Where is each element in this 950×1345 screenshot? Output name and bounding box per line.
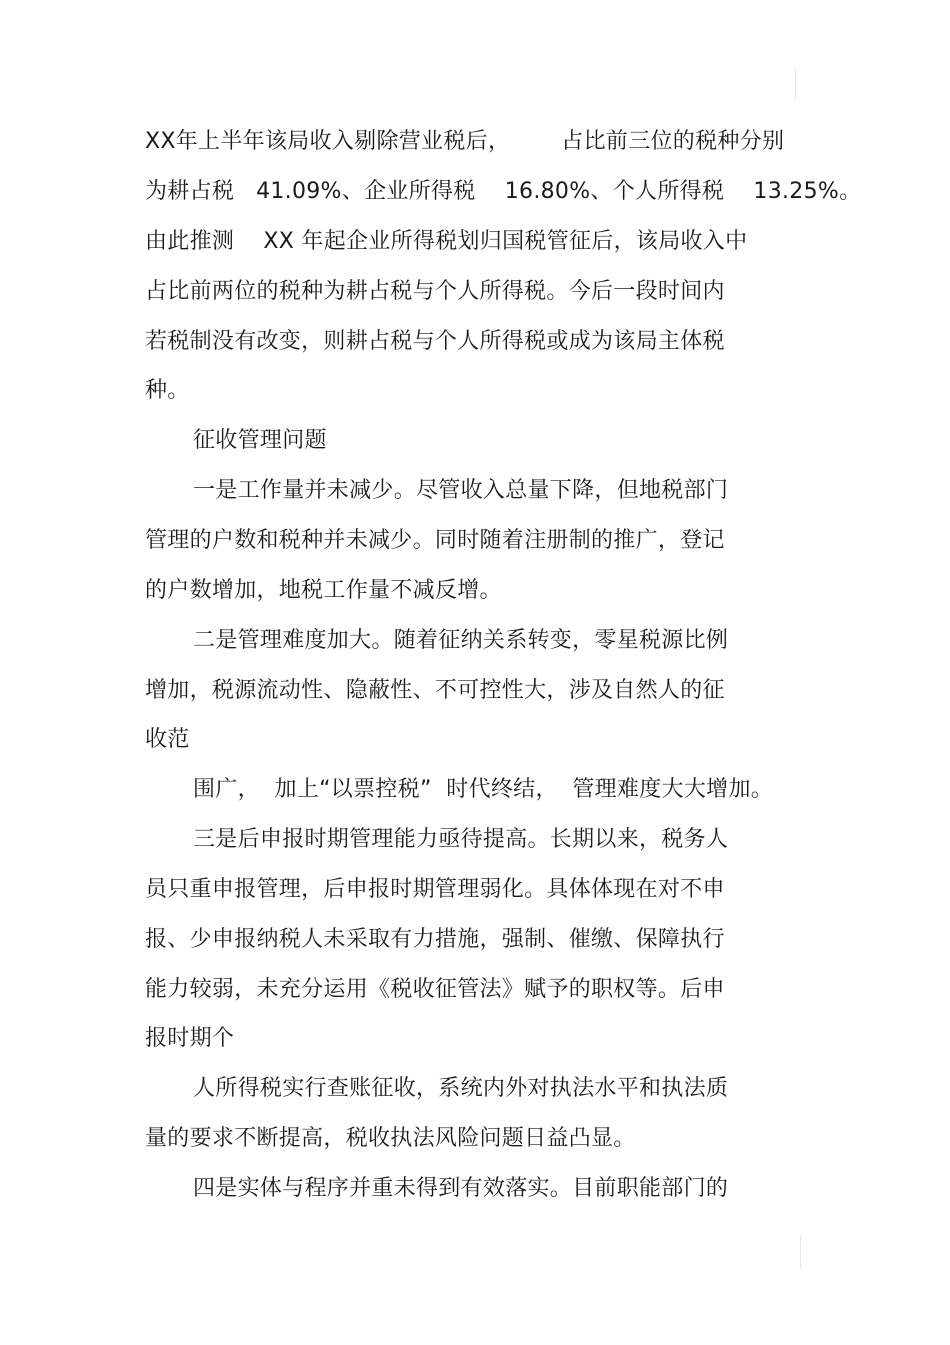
text-line-10: 的户数增加，地税工作量不减反增。 — [145, 578, 502, 603]
text-line-13: 收范 — [145, 727, 190, 752]
text-line-20: 人所得税实行查账征收，系统内外对执法水平和执法质 — [193, 1076, 729, 1101]
text-line-4: 占比前两位的税种为耕占税与个人所得税。今后一段时间内 — [145, 279, 725, 304]
text-line-3: 由此推测 XX 年起企业所得税划归国税管征后，该局收入中 — [145, 229, 748, 254]
text-line-9: 管理的户数和税种并未减少。同时随着注册制的推广，登记 — [145, 528, 725, 553]
text-line-11: 二是管理难度加大。随着征纳关系转变，零星税源比例 — [193, 628, 729, 653]
text-line-19: 报时期个 — [145, 1026, 235, 1051]
page-corner-mark-bottom — [800, 1235, 801, 1269]
text-line-17: 报、少申报纳税人未采取有力措施，强制、催缴、保障执行 — [145, 927, 725, 952]
text-line-16: 员只重申报管理，后申报时期管理弱化。具体体现在对不申 — [145, 877, 725, 902]
text-line-18: 能力较弱，未充分运用《税收征管法》赋予的职权等。后申 — [145, 977, 725, 1002]
text-line-15: 三是后申报时期管理能力亟待提高。长期以来，税务人 — [193, 827, 729, 852]
text-line-2: 为耕占税 41.09%、企业所得税 16.80%、个人所得税 13.25%。 — [145, 179, 862, 204]
text-line-6: 种。 — [145, 378, 190, 403]
text-line-22: 四是实体与程序并重未得到有效落实。目前职能部门的 — [193, 1176, 729, 1201]
text-line-12: 增加，税源流动性、隐蔽性、不可控性大，涉及自然人的征 — [145, 678, 725, 703]
text-line-1: XX年上半年该局收入剔除营业税后， 占比前三位的税种分别 — [145, 129, 785, 154]
page-corner-mark-top — [795, 68, 796, 100]
section-heading: 征收管理问题 — [193, 428, 327, 453]
text-line-8: 一是工作量并未减少。尽管收入总量下降，但地税部门 — [193, 478, 729, 503]
text-line-21: 量的要求不断提高，税收执法风险问题日益凸显。 — [145, 1126, 636, 1151]
text-line-5: 若税制没有改变，则耕占税与个人所得税或成为该局主体税 — [145, 329, 725, 354]
text-line-14: 围广， 加上“以票控税” 时代终结， 管理难度大大增加。 — [193, 777, 774, 802]
